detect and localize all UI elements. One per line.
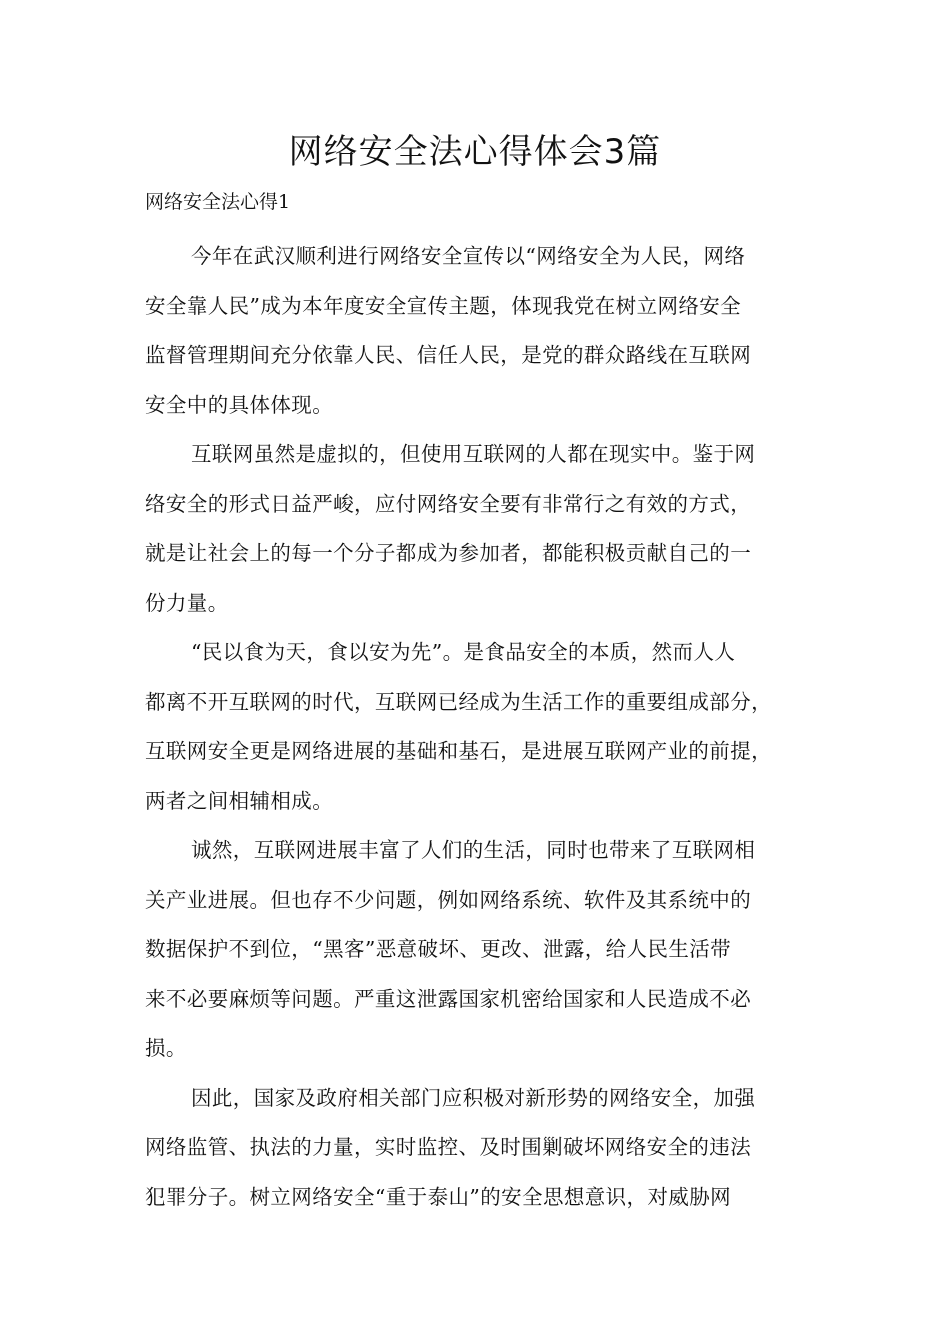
paragraph bbox=[145, 232, 817, 430]
paragraph-line: 诚然，互联网进展丰富了人们的生活，同时也带来了互联网相 bbox=[191, 838, 756, 862]
paragraph bbox=[145, 628, 817, 826]
paragraph-line: 互联网虽然是虚拟的，但使用互联网的人都在现实中。鉴于网 bbox=[191, 442, 756, 466]
paragraph-line: 就是让社会上的每一个分子都成为参加者，都能积极贡献自己的一 bbox=[145, 541, 752, 565]
paragraph-line: 数据保护不到位，“黑客”恶意破坏、更改、泄露，给人民生活带 bbox=[145, 937, 732, 961]
body-text bbox=[145, 232, 817, 1222]
paragraph-line: 损。 bbox=[145, 1036, 187, 1060]
paragraph-line: 来不必要麻烦等问题。严重这泄露国家机密给国家和人民造成不必 bbox=[145, 986, 752, 1011]
paragraph-line: 份力量。 bbox=[145, 590, 229, 615]
paragraph-line: 安全中的具体体现。 bbox=[145, 392, 334, 417]
paragraph-line: 网络监管、执法的力量，实时监控、及时围剿破坏网络安全的违法 bbox=[145, 1135, 752, 1159]
paragraph-line: 两者之间相辅相成。 bbox=[145, 788, 334, 813]
paragraph bbox=[145, 1074, 817, 1223]
paragraph-line: 都离不开互联网的时代，互联网已经成为生活工作的重要组成部分， bbox=[145, 689, 772, 714]
page-title: 网络安全法心得体会3篇 bbox=[288, 132, 662, 172]
paragraph-line: 关产业进展。但也存不少问题，例如网络系统、软件及其系统中的 bbox=[145, 887, 752, 912]
paragraph-line: 监督管理期间充分依靠人民、信任人民，是党的群众路线在互联网 bbox=[145, 343, 752, 367]
paragraph-line: 络安全的形式日益严峻，应付网络安全要有非常行之有效的方式， bbox=[145, 491, 752, 516]
paragraph-line: “民以食为天，食以安为先”。是食品安全的本质，然而人人 bbox=[191, 640, 736, 664]
paragraph-line: 因此，国家及政府相关部门应积极对新形势的网络安全，加强 bbox=[191, 1085, 756, 1110]
paragraph bbox=[145, 430, 817, 628]
paragraph-line: 今年在武汉顺利进行网络安全宣传以“网络安全为人民，网络 bbox=[191, 244, 746, 268]
paragraph-line: 互联网安全更是网络进展的基础和基石，是进展互联网产业的前提， bbox=[145, 739, 772, 763]
paragraph-line: 犯罪分子。树立网络安全“重于泰山”的安全思想意识，对威胁网 bbox=[145, 1184, 732, 1209]
paragraph-line: 安全靠人民”成为本年度安全宣传主题，体现我党在树立网络安全 bbox=[145, 293, 742, 318]
paragraph bbox=[145, 826, 817, 1074]
section-subtitle: 网络安全法心得1 bbox=[145, 191, 291, 213]
